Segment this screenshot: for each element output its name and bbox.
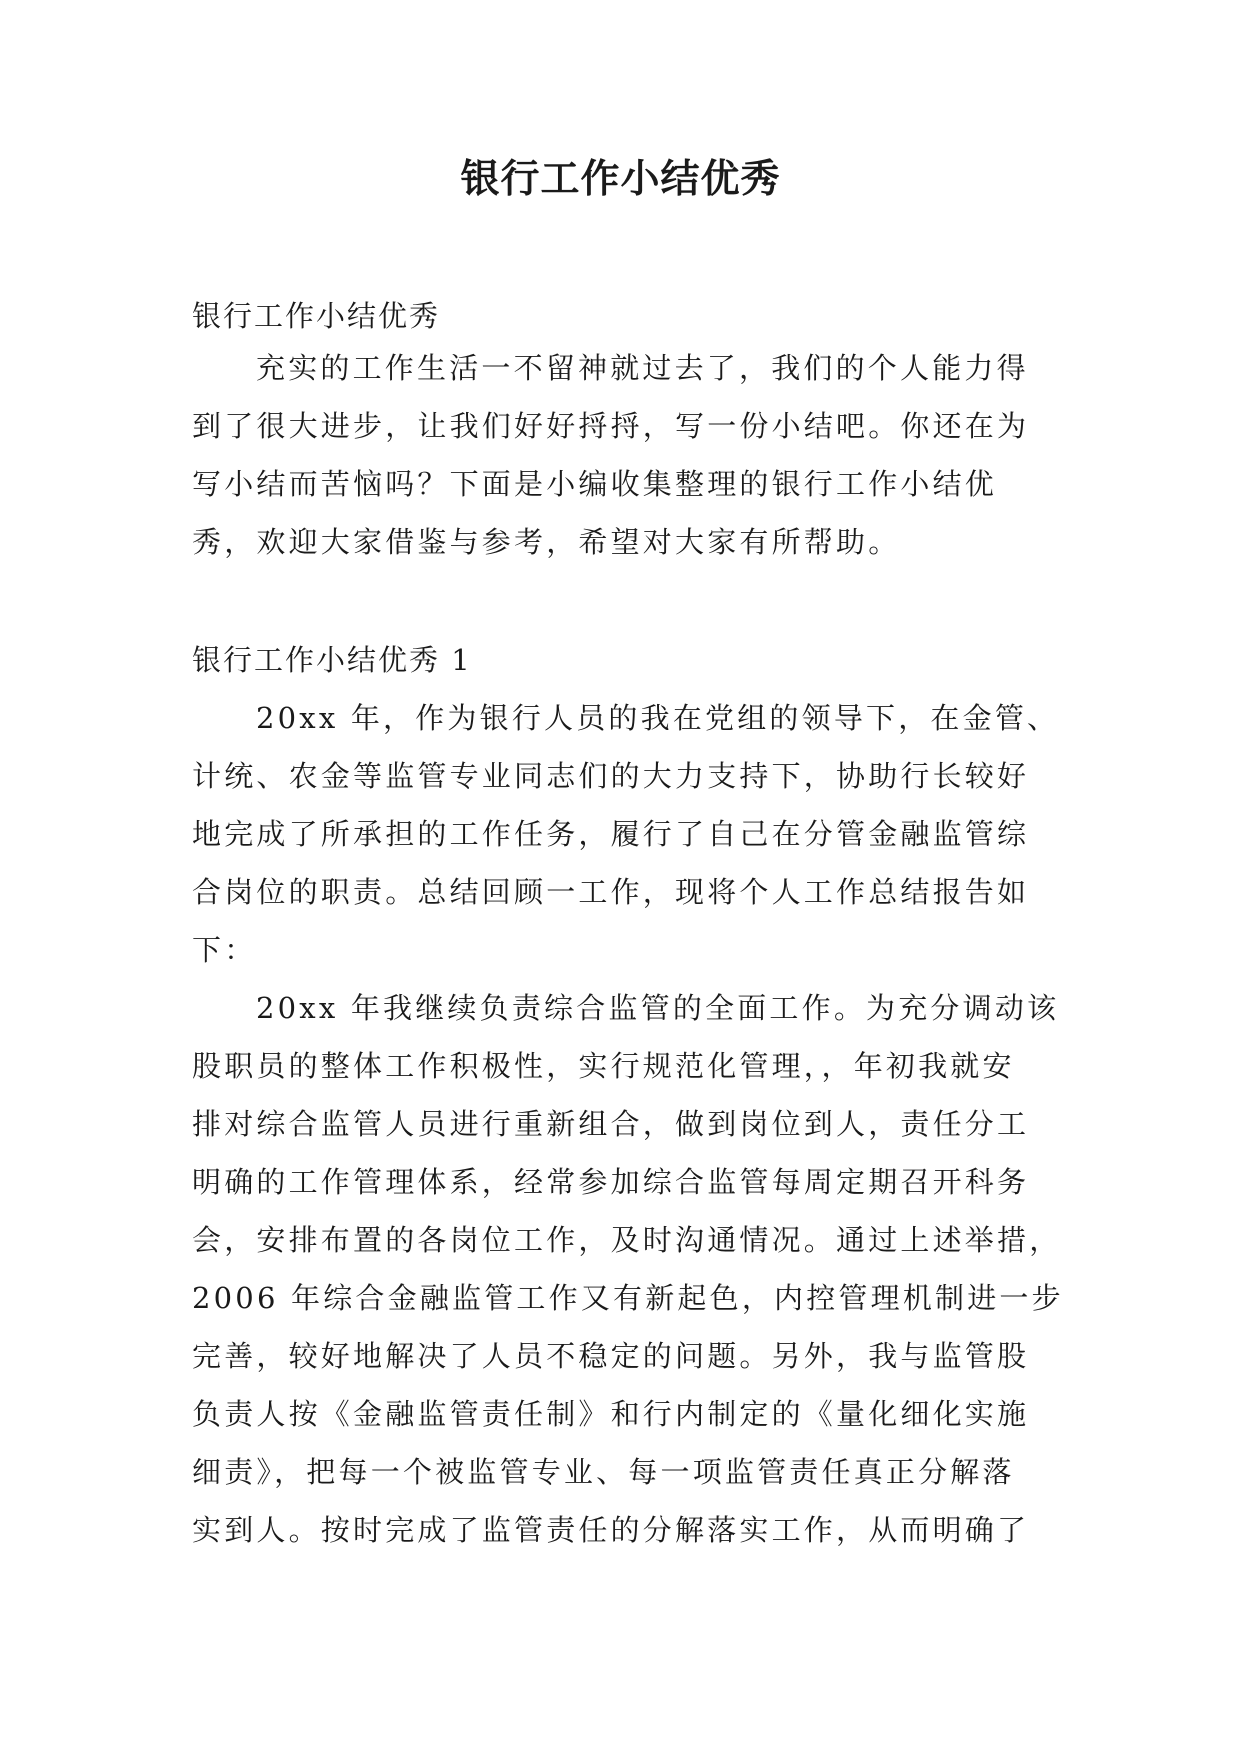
paragraph-line: 合岗位的职责。总结回顾一工作，现将个人工作总结报告如 bbox=[192, 875, 1030, 909]
intro-line: 到了很大进步，让我们好好捋捋，写一份小结吧。你还在为 bbox=[192, 409, 1030, 443]
document-title: 银行工作小结优秀 bbox=[460, 157, 781, 202]
paragraph-line: 计统、农金等监管专业同志们的大力支持下，协助行长较好 bbox=[192, 759, 1030, 793]
paragraph-line: 会，安排布置的各岗位工作，及时沟通情况。通过上述举措， bbox=[192, 1223, 1062, 1257]
intro-line: 充实的工作生活一不留神就过去了，我们的个人能力得 bbox=[256, 351, 1029, 385]
paragraph-line: 20xx 年我继续负责综合监管的全面工作。为充分调动该 bbox=[256, 991, 1060, 1025]
document-subtitle: 银行工作小结优秀 bbox=[192, 299, 441, 333]
paragraph-line: 2006 年综合金融监管工作又有新起色，内控管理机制进一步 bbox=[192, 1281, 1064, 1315]
intro-line: 写小结而苦恼吗？下面是小编收集整理的银行工作小结优 bbox=[192, 467, 998, 501]
paragraph-line: 实到人。按时完成了监管责任的分解落实工作，从而明确了 bbox=[192, 1513, 1030, 1547]
paragraph-line: 股职员的整体工作积极性，实行规范化管理，，年初我就安 bbox=[192, 1049, 1015, 1083]
paragraph-line: 排对综合监管人员进行重新组合，做到岗位到人，责任分工 bbox=[192, 1107, 1030, 1141]
paragraph-line: 明确的工作管理体系，经常参加综合监管每周定期召开科务 bbox=[192, 1165, 1030, 1199]
section-heading: 银行工作小结优秀 1 bbox=[192, 643, 472, 677]
paragraph-line: 下： bbox=[192, 933, 257, 967]
intro-line: 秀，欢迎大家借鉴与参考，希望对大家有所帮助。 bbox=[192, 525, 901, 559]
paragraph-line: 地完成了所承担的工作任务，履行了自己在分管金融监管综 bbox=[192, 817, 1030, 851]
paragraph-line: 细责》，把每一个被监管专业、每一项监管责任真正分解落 bbox=[192, 1455, 1015, 1489]
paragraph-line: 负责人按《金融监管责任制》和行内制定的《量化细化实施 bbox=[192, 1397, 1030, 1431]
paragraph-line: 20xx 年，作为银行人员的我在党组的领导下，在金管、 bbox=[256, 701, 1060, 735]
paragraph-line: 完善，较好地解决了人员不稳定的问题。另外，我与监管股 bbox=[192, 1339, 1030, 1373]
